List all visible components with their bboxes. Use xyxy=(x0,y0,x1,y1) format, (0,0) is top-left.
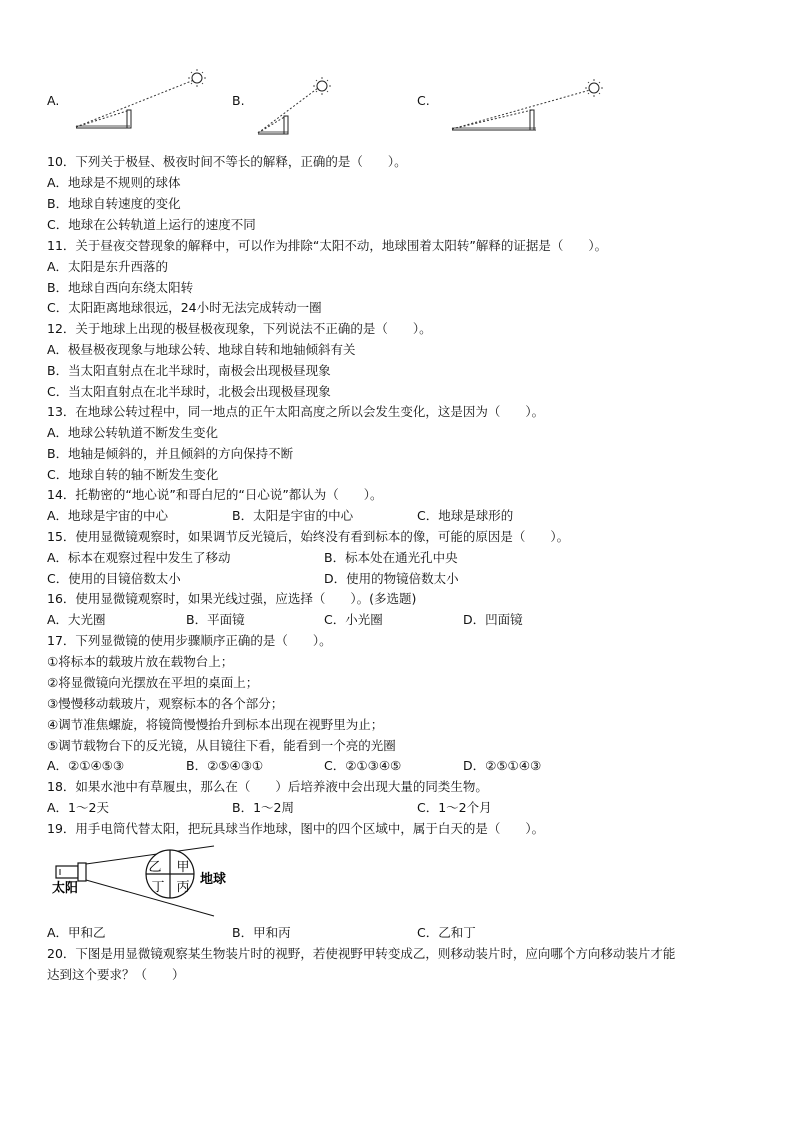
q15-option-a[interactable]: A．标本在观察过程中发生了移动 xyxy=(47,550,231,565)
q19-region-jia: 甲 xyxy=(176,860,190,875)
q11-option-c[interactable]: C．太阳距离地球很远，24小时无法完成转动一圈 xyxy=(47,300,322,315)
q15-option-d[interactable]: D．使用的物镜倍数太小 xyxy=(324,571,459,586)
q17-step-3: ③慢慢移动载玻片，观察标本的各个部分； xyxy=(47,696,284,711)
q16-option-c[interactable]: C．小光圈 xyxy=(324,612,383,627)
q10-option-b[interactable]: B．地球自转速度的变化 xyxy=(47,196,181,211)
q9-option-c-label: C. xyxy=(417,93,430,108)
q19-figure xyxy=(46,842,246,920)
q19-region-bing: 丙 xyxy=(176,880,190,895)
q19-earth-label: 地球 xyxy=(200,872,227,887)
q17-option-c[interactable]: C．②①③④⑤ xyxy=(324,758,402,773)
q13-option-b[interactable]: B．地轴是倾斜的，并且倾斜的方向保持不断 xyxy=(47,446,294,461)
q20-stem-line-2: 达到这个要求？（ ） xyxy=(47,967,185,982)
q18-option-c[interactable]: C．1～2个月 xyxy=(417,800,492,815)
q9-option-a-label: A. xyxy=(47,93,60,108)
q14-option-a[interactable]: A．地球是宇宙的中心 xyxy=(47,508,169,523)
q10-option-c[interactable]: C．地球在公转轨道上运行的速度不同 xyxy=(47,217,256,232)
q16-option-a[interactable]: A．大光圈 xyxy=(47,612,106,627)
q11-stem: 11．关于昼夜交替现象的解释中，可以作为排除“太阳不动，地球围着太阳转”解释的证据是（ ）。 xyxy=(47,238,608,253)
q10-option-a[interactable]: A．地球是不规则的球体 xyxy=(47,175,181,190)
q12-stem: 12．关于地球上出现的极昼极夜现象，下列说法不正确的是（ ）。 xyxy=(47,321,432,336)
q18-option-a[interactable]: A．1～2天 xyxy=(47,800,109,815)
q17-option-b[interactable]: B．②⑤④③① xyxy=(186,758,264,773)
q15-option-c[interactable]: C．使用的目镜倍数太小 xyxy=(47,571,181,586)
q9-option-c-figure xyxy=(446,74,611,136)
q14-stem: 14．托勒密的“地心说”和哥白尼的“日心说”都认为（ ）。 xyxy=(47,487,383,502)
q11-option-a[interactable]: A．太阳是东升西落的 xyxy=(47,259,169,274)
q19-option-a[interactable]: A．甲和乙 xyxy=(47,925,106,940)
q14-option-b[interactable]: B．太阳是宇宙的中心 xyxy=(232,508,354,523)
q15-option-b[interactable]: B．标本处在通光孔中央 xyxy=(324,550,458,565)
q19-option-c[interactable]: C．乙和丁 xyxy=(417,925,476,940)
q19-option-b[interactable]: B．甲和丙 xyxy=(232,925,291,940)
q17-step-5: ⑤调节载物台下的反光镜，从目镜往下看，能看到一个亮的光圈 xyxy=(47,738,396,753)
q13-option-a[interactable]: A．地球公转轨道不断发生变化 xyxy=(47,425,219,440)
q20-stem-line-1: 20．下图是用显微镜观察某生物装片时的视野，若使视野甲转变成乙，则移动装片时，应向哪个方向移动装片才能 xyxy=(47,946,676,961)
q19-stem: 19．用手电筒代替太阳，把玩具球当作地球，图中的四个区域中，属于白天的是（ ）。 xyxy=(47,821,545,836)
q18-stem: 18．如果水池中有草履虫，那么在（ ）后培养液中会出现大量的同类生物。 xyxy=(47,779,488,794)
q9-option-a-figure xyxy=(70,66,215,134)
q17-option-a[interactable]: A．②①④⑤③ xyxy=(47,758,125,773)
q12-option-a[interactable]: A．极昼极夜现象与地球公转、地球自转和地轴倾斜有关 xyxy=(47,342,356,357)
q16-option-d[interactable]: D．凹面镜 xyxy=(463,612,523,627)
q13-stem: 13．在地球公转过程中，同一地点的正午太阳高度之所以会发生变化，这是因为（ ）。 xyxy=(47,404,545,419)
q13-option-c[interactable]: C．地球自转的轴不断发生变化 xyxy=(47,467,219,482)
q9-option-b-label: B. xyxy=(232,93,245,108)
q9-option-b-figure xyxy=(252,74,337,138)
q17-step-2: ②将显微镜向光摆放在平坦的桌面上； xyxy=(47,675,259,690)
q12-option-b[interactable]: B．当太阳直射点在北半球时，南极会出现极昼现象 xyxy=(47,363,331,378)
q14-option-c[interactable]: C．地球是球形的 xyxy=(417,508,514,523)
q17-step-1: ①将标本的载玻片放在载物台上； xyxy=(47,654,234,669)
q11-option-b[interactable]: B．地球自西向东绕太阳转 xyxy=(47,280,194,295)
q17-step-4: ④调节准焦螺旋，将镜筒慢慢抬升到标本出现在视野里为止； xyxy=(47,717,384,732)
q16-stem: 16．使用显微镜观察时，如果光线过强，应选择（ ）。(多选题) xyxy=(47,591,417,606)
q12-option-c[interactable]: C．当太阳直射点在北半球时，北极会出现极昼现象 xyxy=(47,384,331,399)
q19-sun-label: 太阳 xyxy=(52,881,79,896)
q15-stem: 15．使用显微镜观察时，如果调节反光镜后，始终没有看到标本的像，可能的原因是（ ）。 xyxy=(47,529,570,544)
q18-option-b[interactable]: B．1～2周 xyxy=(232,800,294,815)
q17-stem: 17．下列显微镜的使用步骤顺序正确的是（ ）。 xyxy=(47,633,332,648)
q19-region-yi: 乙 xyxy=(148,860,162,875)
q17-option-d[interactable]: D．②⑤①④③ xyxy=(463,758,542,773)
q10-stem: 10．下列关于极昼、极夜时间不等长的解释，正确的是（ ）。 xyxy=(47,154,407,169)
q19-region-ding: 丁 xyxy=(151,880,165,895)
q16-option-b[interactable]: B．平面镜 xyxy=(186,612,245,627)
